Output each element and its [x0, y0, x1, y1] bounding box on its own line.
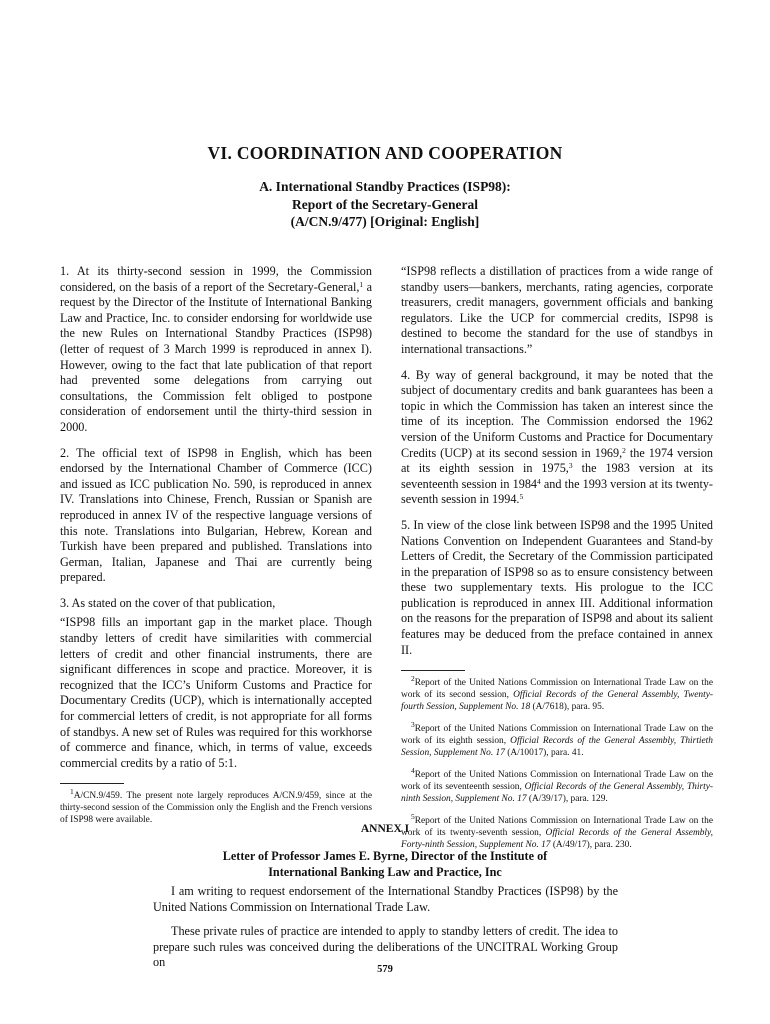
letter-heading: Letter of Professor James E. Byrne, Director of the Institute of International Banking Law and Practice, Inc: [222, 849, 548, 879]
footnote-ref[interactable]: 3: [568, 461, 573, 471]
paragraph-1: 1. At its thirty-second session in 1999, the Commission considered, on the basis of a report of the Secretary-General,$^1$ a request by the Director of the Institute of International Banking Law and Practice, Inc. to consider endorsing for worldwide use the new Rules on International Standby Practices (ISP98) (letter of request of 3 March 1999 is reproduced in annex I). However, owing to the fact that late publication of that report had prevented some delegations from carrying out consultations, the Commission felt obliged to postpone consideration of endorsement until the thirty-third session in 2000.: [60, 264, 372, 434]
footnote-5: $^5$Report of the United Nations Commission on International Trade Law on the work of its twenty-seventh session, Official Records of the General Assembly, Forty-ninth Session, Supplement No. 17 (A/49/17), para. 230.: [401, 812, 713, 851]
footnote-4: $^4$Report of the United Nations Commission on International Trade Law on the work of its seventeenth session, Official Records of the General Assembly, Thirty-ninth Session, Supplement No. 17 (A/39/17), para. 129.: [401, 766, 713, 805]
footnote-1: $^1$A/CN.9/459. The present note largely reproduces A/CN.9/459, since at the thirty-second session of the Commission only the English and the French versions of ISP98 were available.: [60, 787, 372, 826]
document-symbol: (A/CN.9/477) [Original: English]: [290, 214, 480, 229]
letter-paragraph-2: These private rules of practice are intended to apply to standby letters of credit. The idea to prepare such rules was conceived during the deliberations of the UNCITRAL Working Group on: [153, 924, 618, 970]
block-quote: “ISP98 fills an important gap in the market place. Though standby letters of credit have similarities with commercial letters of credit and other financial instruments, there are significant differences in scope and practice. Moreover, it is recognized that the ICC’s Uniform Customs and Practice for Documentary Credits (UCP), which is internationally accepted for commercial letters of credit, is not appropriate for all forms of standbys. A new set of Rules was required for this workhorse of commerce and finance, which, in terms of value, exceeds commercial credits by a ratio of 5:1.: [60, 615, 372, 770]
footnote-ref[interactable]: 2: [622, 445, 626, 455]
footnote-ref[interactable]: 5: [519, 492, 524, 502]
footnote-ref[interactable]: 4: [537, 476, 541, 486]
section-title: VI. COORDINATION AND COOPERATION: [207, 143, 563, 163]
paragraph-2: 2. The official text of ISP98 in English, which has been endorsed by the International Chamber of Commerce (ICC) and issued as ICC publication No. 590, is reproduced in annex IV. Translations into Chinese, French, Russian or Spanish are reproduced in annex IV of the respective language versions of this note. Translations into Bulgarian, Hebrew, Korean and Turkish have been prepared and published. Translations into German, Italian, Japanese and Thai are currently being prepared.: [60, 445, 372, 585]
footnote-rule: [60, 783, 124, 784]
letter-paragraph-1: I am writing to request endorsement of the International Standby Practices (ISP98) by the United Nations Commission on International Trade Law.: [153, 884, 618, 914]
left-column: [60, 264, 372, 836]
subsection-subtitle: Report of the Secretary-General: [291, 196, 479, 212]
footnote-3: $^3$Report of the United Nations Commission on International Trade Law on the work of its eighth session, Official Records of the General Assembly, Thirtieth Session, Supplement No. 17 (A/10017), para. 41.: [401, 720, 713, 759]
footnote-2: $^2$Report of the United Nations Commission on International Trade Law on the work of its second session, Official Records of the General Assembly, Twenty-fourth Session, Supplement No. 18 (A/7618), para. 95.: [401, 674, 713, 713]
paragraph-5: 5. In view of the close link between ISP98 and the 1995 United Nations Convention on Independent Guarantees and Stand-by Letters of Credit, the Secretary of the Commission participated in the preparation of ISP98 so as to ensure consistency between these two supplementary texts. His prologue to the ICC publication is reproduced in annex III. Additional information on the reasons for the preparation of ISP98 and about its salient features may be deduced from the preface contained in annex II.: [401, 517, 713, 657]
footnote-rule: [401, 670, 465, 671]
subsection-title: A. International Standby Practices (ISP98):: [259, 179, 511, 194]
paragraph-4: 4. By way of general background, it may be noted that the subject of documentary credits and bank guarantees has been a topic in which the Commission has taken an interest since the time of its inception. The Commission endorsed the 1962 version of the Uniform Customs and Practice for Documentary Credits (UCP) at its second session in 1969,$^2$ the 1974 version at its eighth session in 1975,$^3$ the 1983 version at its seventeenth session in 1984$^4$ and the 1993 version at its twenty-seventh session in 1994.$^5$: [401, 367, 713, 507]
footnote-ref[interactable]: 1: [359, 279, 364, 289]
annex-title: ANNEX I: [360, 823, 410, 835]
block-quote-continued: “ISP98 reflects a distillation of practices from a wide range of standby users—bankers, merchants, rating agencies, corporate treasurers, credit managers, government officials and banking regulators. Like the UCP for commercial credits, ISP98 is destined to become the standard for the use of standbys in international transactions.”: [401, 264, 713, 356]
subsection-heading: [0, 178, 770, 231]
right-column: [401, 264, 713, 861]
paragraph-3: 3. As stated on the cover of that publication,: [60, 595, 276, 610]
page-number: 579: [377, 964, 393, 975]
